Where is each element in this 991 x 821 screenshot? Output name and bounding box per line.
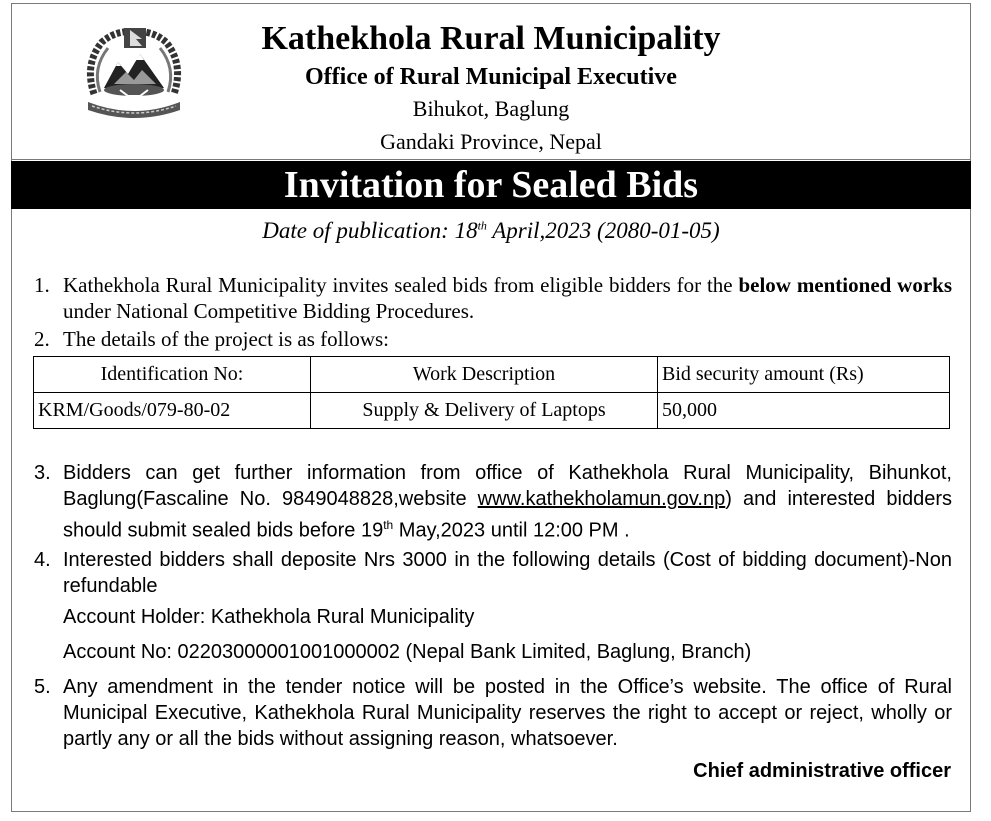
- cell-identification: KRM/Goods/079-80-02: [34, 393, 311, 429]
- table-header-row: [34, 357, 950, 393]
- list-item-text: The details of the project is as follows:: [63, 327, 390, 351]
- column-header-bid-security: Bid security amount (Rs): [658, 357, 950, 393]
- list-item-number: 5.: [34, 676, 51, 698]
- cell-bid-security: 50,000: [658, 393, 950, 429]
- address-line-1: Bihukot, Baglung: [412, 96, 570, 121]
- bid-details-table: [33, 356, 950, 429]
- list-item-number: 4.: [34, 549, 51, 571]
- list-item-number: 1.: [34, 273, 50, 297]
- website-link[interactable]: www.kathekholamun.gov.np: [477, 488, 726, 510]
- account-holder: Account Holder: Kathekhola Rural Municipality: [63, 606, 475, 628]
- account-number: Account No: 02203000001001000002 (Nepal Bank Limited, Baglung, Branch): [63, 641, 752, 663]
- publication-date: Date of publication: 18th April,2023 (2080-01-05): [262, 218, 720, 243]
- table-row: [34, 393, 950, 429]
- list-item-text: Bidders can get further information from office of Kathekhola Rural Municipality, Bihunkot, Baglung(Fascaline No. 9849048828,website www.kathekholamun.gov.np) and interested bidders should submit sealed bids before 19th May,2023 until 12:00 PM .: [63, 462, 952, 542]
- list-item-text: Any amendment in the tender notice will be posted in the Office’s website. The office of Rural Municipal Executive, Kathekhola Rural Municipality reserves the right to accept or reject, wholly or partly any or all the bids without assigning reason, whatsoever.: [63, 676, 952, 750]
- list-item-number: 3.: [34, 462, 51, 484]
- list-item-text: Kathekhola Rural Municipality invites sealed bids from eligible bidders for the below mentioned works under National Competitive Bidding Procedures.: [63, 273, 952, 323]
- column-header-work-description: Work Description: [311, 357, 658, 393]
- cell-work-description: Supply & Delivery of Laptops: [311, 393, 658, 429]
- column-header-identification: Identification No:: [34, 357, 311, 393]
- list-item-text: Interested bidders shall deposite Nrs 3000 in the following details (Cost of bidding document)-Non refundable: [63, 549, 952, 597]
- address-line-2: Gandaki Province, Nepal: [380, 129, 602, 154]
- municipality-name: Kathekhola Rural Municipality: [261, 20, 721, 57]
- signatory-title: Chief administrative officer: [693, 760, 951, 782]
- header-divider: [11, 159, 971, 160]
- list-item-number: 2.: [34, 327, 50, 351]
- office-name: Office of Rural Municipal Executive: [305, 64, 677, 90]
- notice-title-banner: Invitation for Sealed Bids: [11, 161, 971, 209]
